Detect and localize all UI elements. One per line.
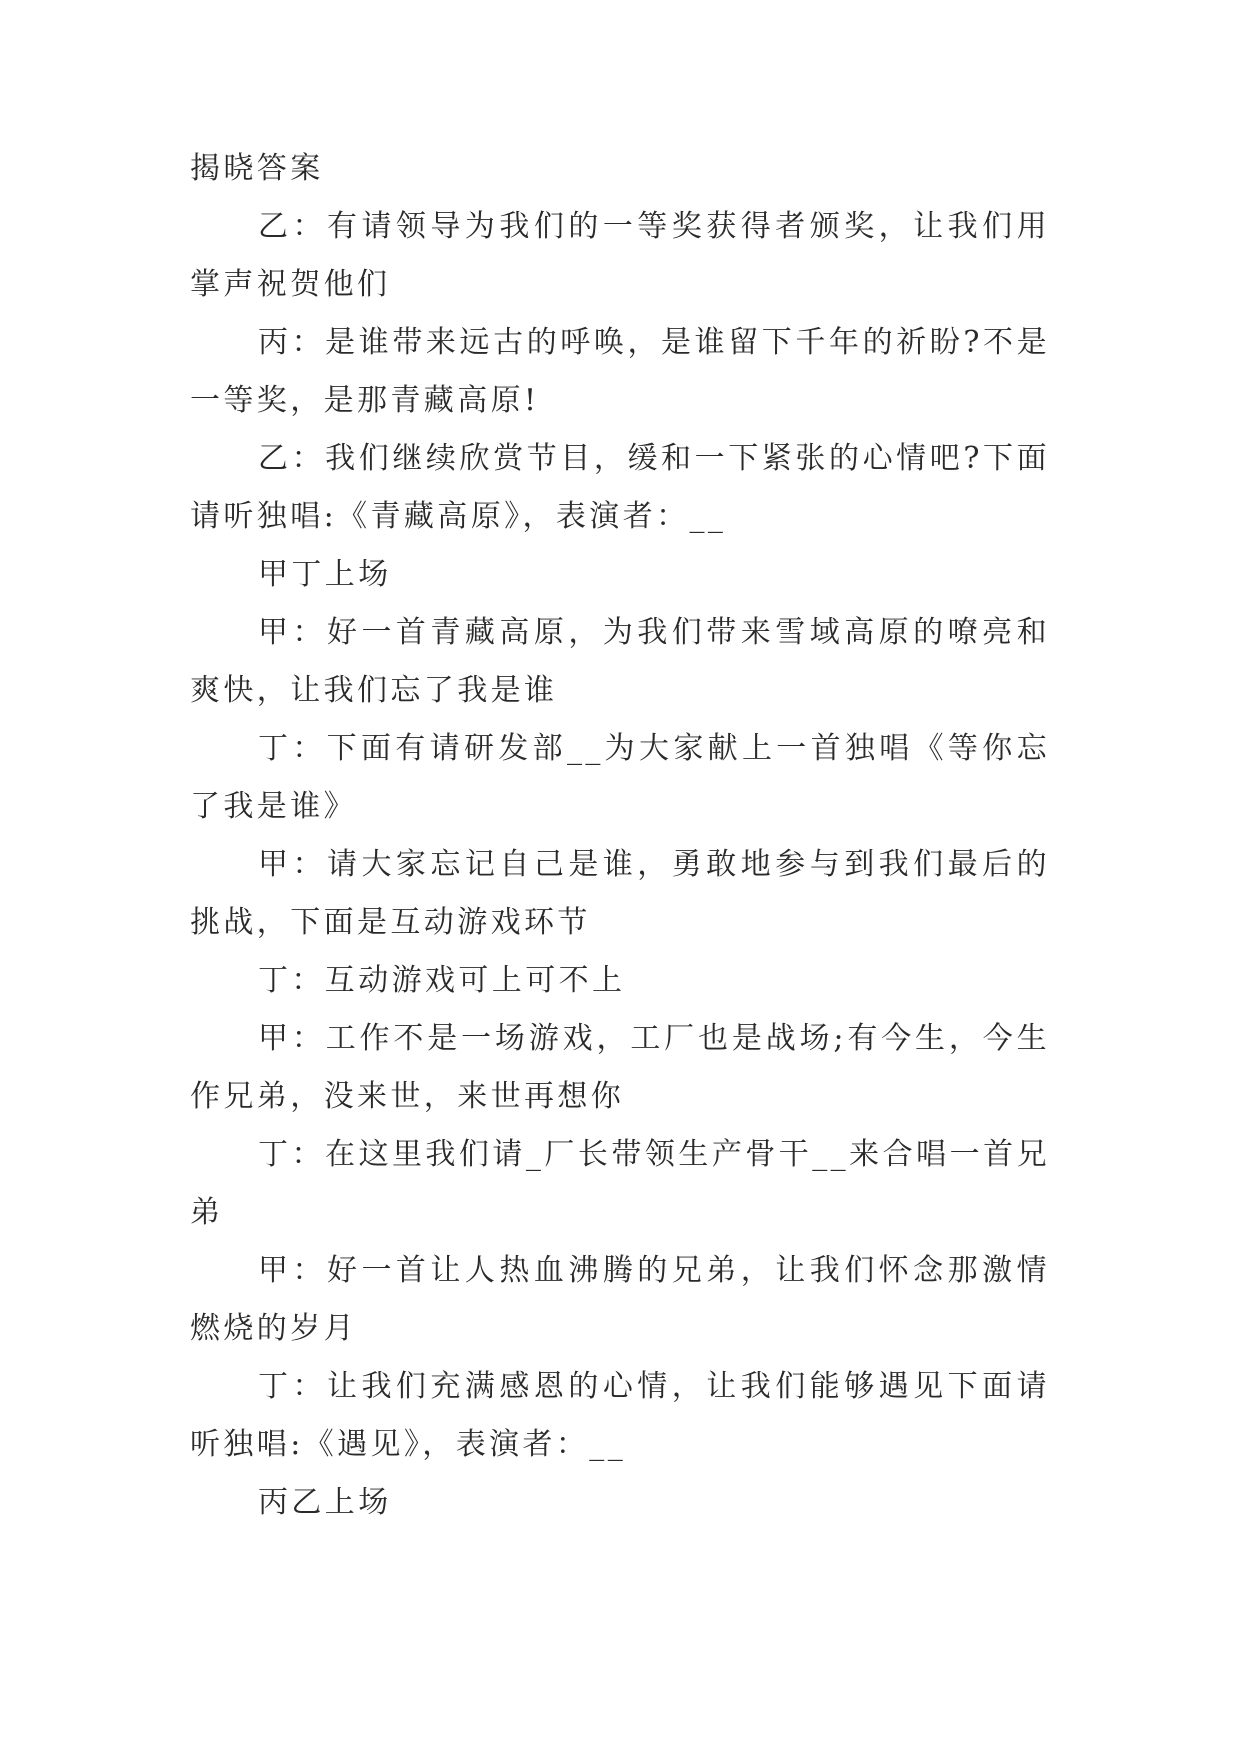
paragraph-line-yi-continue: 乙：我们继续欣赏节目，缓和一下紧张的心情吧?下面请听独唱:《青藏高原》，表演者：__ <box>190 441 1050 534</box>
paragraph-line-yi-award: 乙：有请领导为我们的一等奖获得者颁奖，让我们用掌声祝贺他们 <box>190 209 1050 302</box>
paragraph-reveal-answer: 揭晓答案 <box>190 151 324 186</box>
paragraph-line-bing-call: 丙：是谁带来远古的呼唤，是谁留下千年的祈盼?不是一等奖，是那青藏高原! <box>190 325 1050 418</box>
paragraph-line-ding-meet: 丁：让我们充满感恩的心情，让我们能够遇见下面请听独唱:《遇见》，表演者：__ <box>190 1369 1050 1462</box>
document-page <box>190 140 1050 1532</box>
paragraph-line-ding-rd: 丁：下面有请研发部__为大家献上一首独唱《等你忘了我是谁》 <box>190 731 1050 824</box>
paragraph-line-ding-brothers: 丁：在这里我们请_厂长带领生产骨干__来合唱一首兄弟 <box>190 1137 1050 1230</box>
paragraph-line-jia-passion: 甲：好一首让人热血沸腾的兄弟，让我们怀念那激情燃烧的岁月 <box>190 1253 1050 1346</box>
paragraph-line-jia-qingzang: 甲：好一首青藏高原，为我们带来雪域高原的嘹亮和爽快，让我们忘了我是谁 <box>190 615 1050 708</box>
paragraph-stage-direction-bing-yi: 丙乙上场 <box>258 1485 392 1520</box>
paragraph-stage-direction-jia-ding: 甲丁上场 <box>258 557 392 592</box>
paragraph-line-ding-game: 丁：互动游戏可上可不上 <box>258 963 626 998</box>
paragraph-line-jia-challenge: 甲：请大家忘记自己是谁，勇敢地参与到我们最后的挑战，下面是互动游戏环节 <box>190 847 1050 940</box>
paragraph-line-jia-work: 甲：工作不是一场游戏，工厂也是战场;有今生，今生作兄弟，没来世，来世再想你 <box>190 1021 1050 1114</box>
